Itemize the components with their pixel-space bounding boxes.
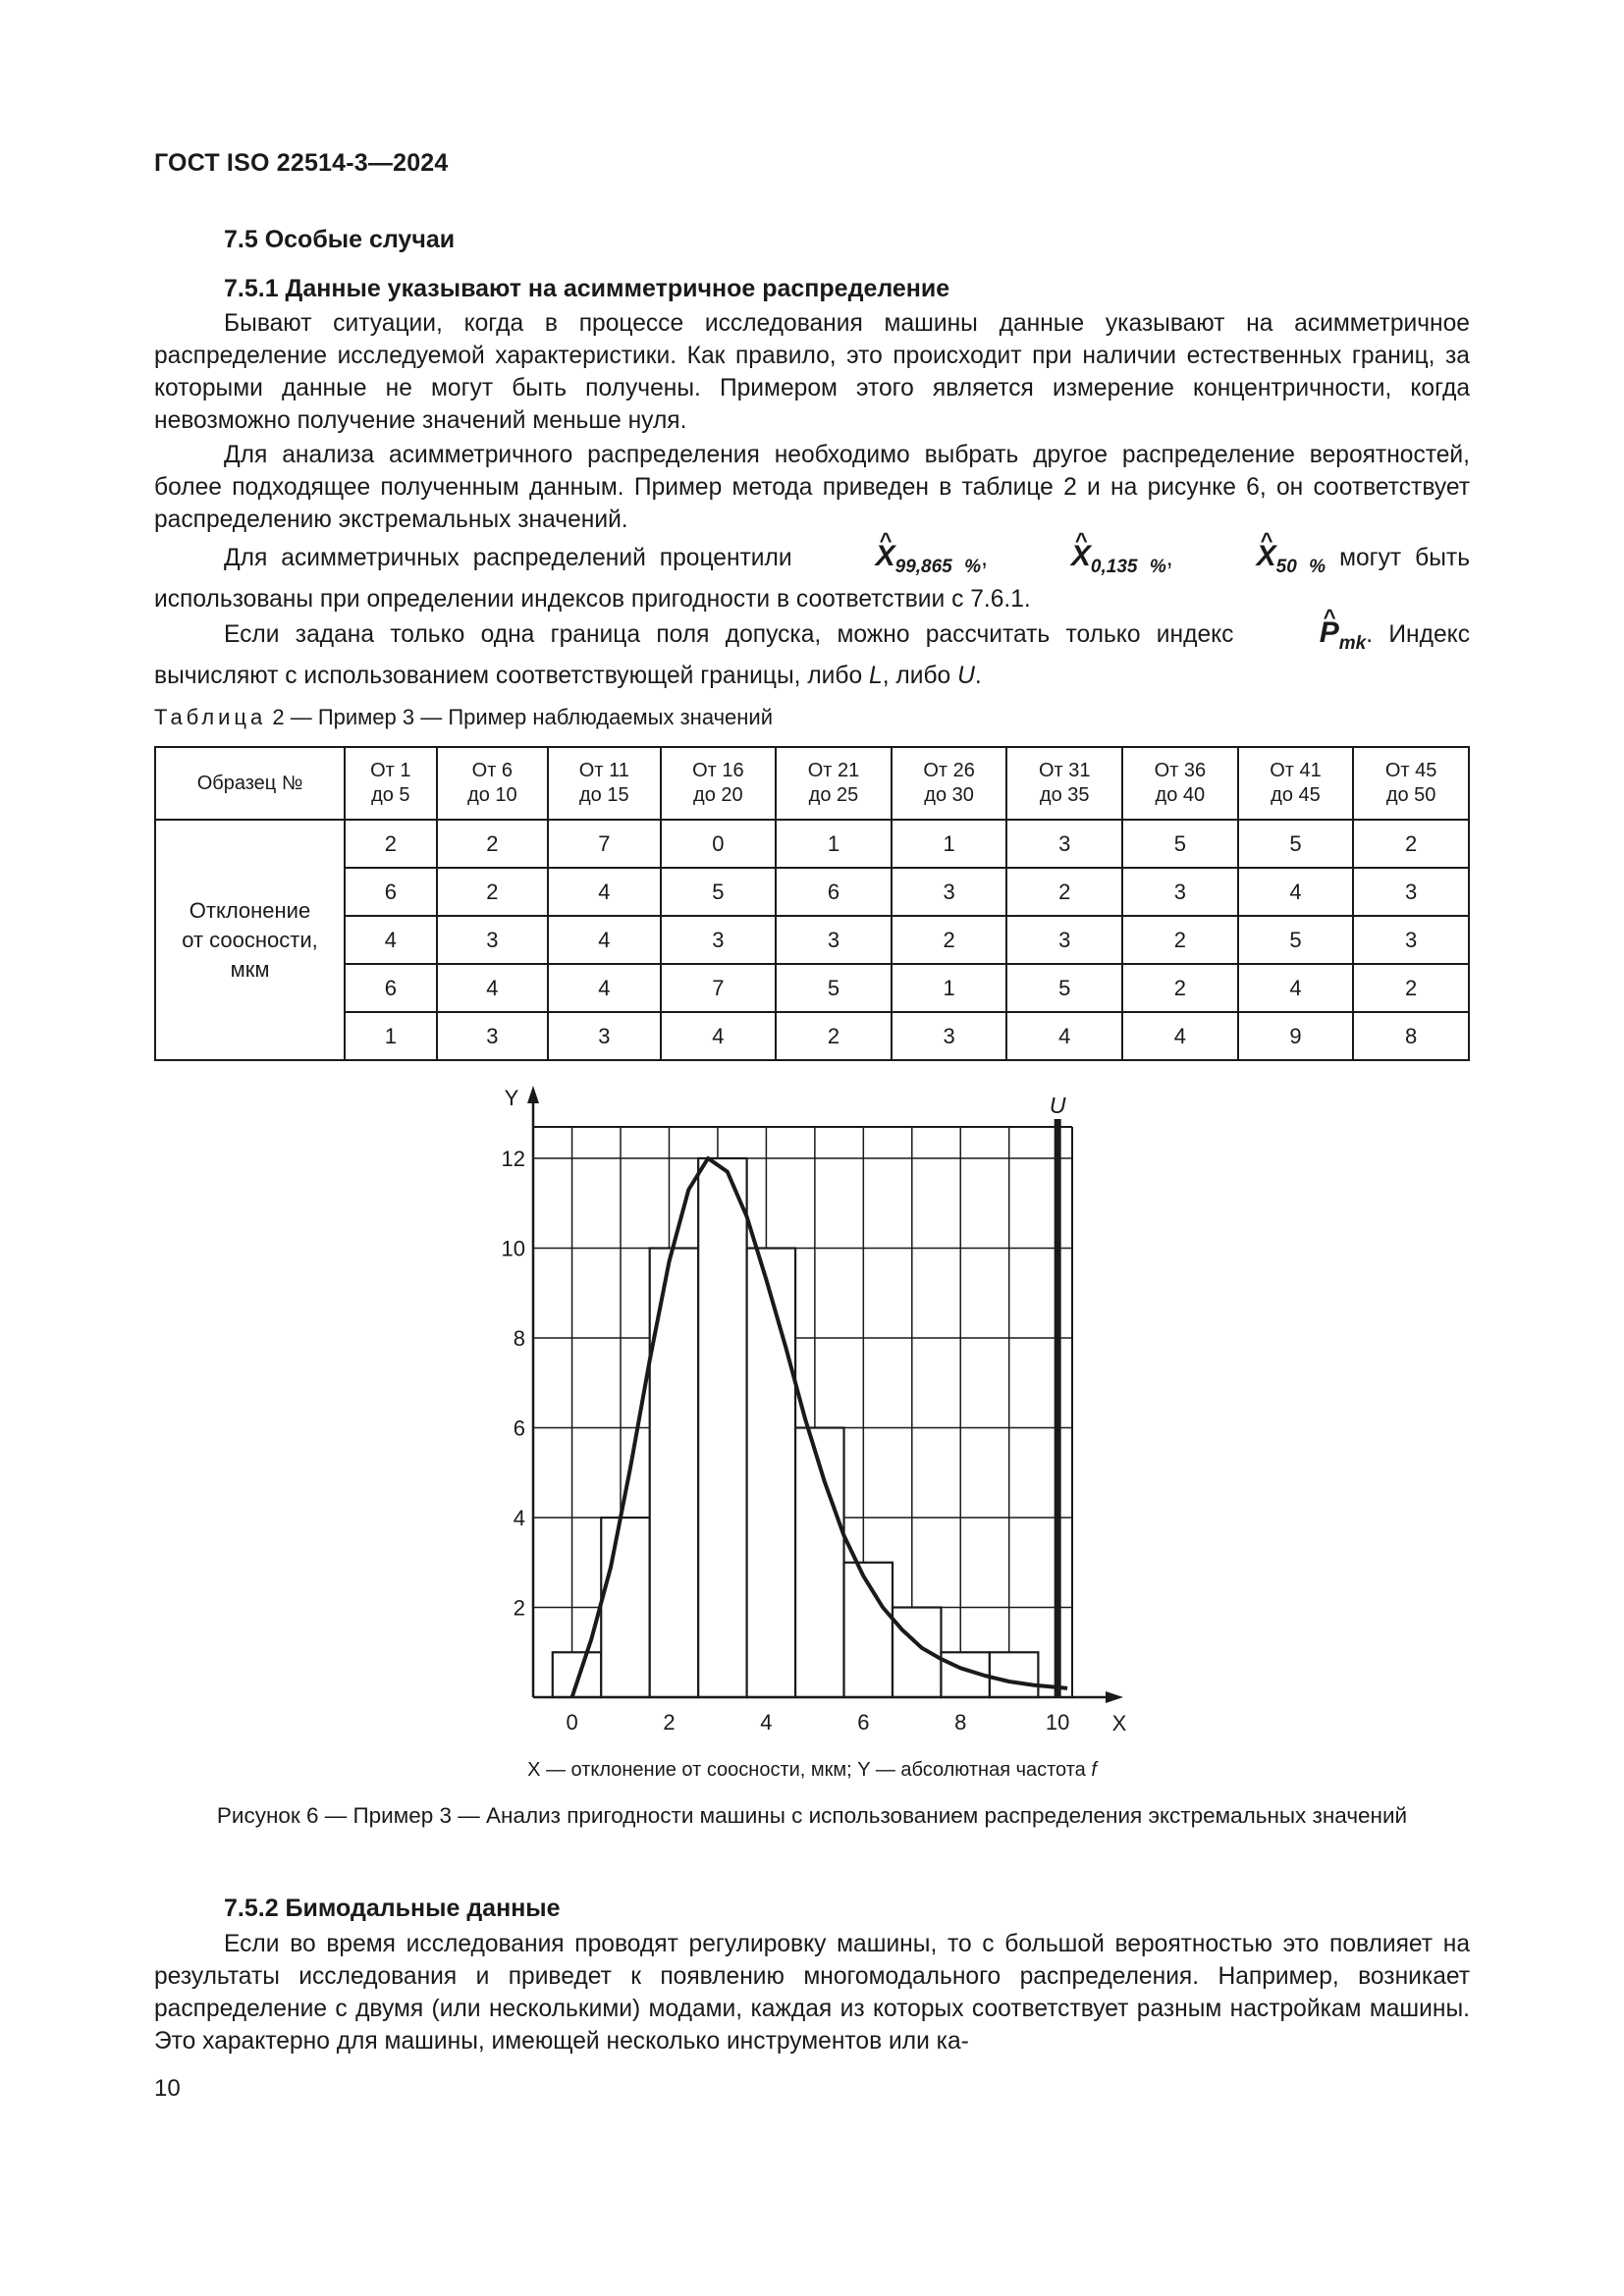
table-caption: Таблица 2 — Пример 3 — Пример наблюдаемых значений — [154, 705, 774, 729]
x-axis-arrow-icon — [1106, 1691, 1123, 1703]
header-line: От 26 — [923, 760, 975, 781]
table-column-header — [1238, 747, 1354, 820]
header-line: до 20 — [693, 784, 743, 806]
table-header-row — [155, 747, 1469, 820]
percentiles-text-start: Для асимметричных распределений процентили — [224, 545, 806, 571]
table-cell: 3 — [548, 1012, 660, 1060]
table-cell: 4 — [1122, 1012, 1238, 1060]
header-line: От 36 — [1154, 760, 1207, 781]
upper-limit-label: U — [1049, 1093, 1066, 1118]
table-cell: 3 — [892, 868, 1007, 916]
table-cell: 4 — [345, 916, 437, 964]
table-cell: 6 — [345, 868, 437, 916]
table-cell: 4 — [661, 1012, 777, 1060]
histogram-bar — [553, 1652, 601, 1697]
y-axis-arrow-icon — [527, 1086, 539, 1103]
table-cell: 4 — [1238, 868, 1354, 916]
histogram-bar — [990, 1652, 1038, 1697]
x-tick-label: 8 — [954, 1710, 967, 1735]
percentile-symbol-2: ^ $X_{0,135 \%}$ — [1001, 540, 1166, 572]
header-line: От 45 — [1384, 760, 1437, 781]
table-cell: 4 — [1238, 964, 1354, 1012]
table-row-label — [155, 820, 345, 1060]
table-cell: 9 — [1238, 1012, 1354, 1060]
row-label-line: мкм — [230, 956, 270, 982]
table-cell: 0 — [661, 820, 777, 868]
table-column-header — [345, 747, 437, 820]
percentiles-text-end: могут быть использованы при определении индексов пригодности в соответствии с 7.6.1. — [154, 545, 1471, 613]
single-limit-text-start: Если задана только одна граница поля допуска, можно рассчитать только индекс — [224, 621, 1250, 648]
x-tick-label: 6 — [857, 1710, 870, 1735]
table-cell: 5 — [1122, 820, 1238, 868]
table-cell: 1 — [345, 1012, 437, 1060]
y-axis-label: Y — [504, 1086, 519, 1110]
row-label-line: Отклонение — [189, 897, 311, 923]
table-column-header — [437, 747, 548, 820]
header-line: От 31 — [1038, 760, 1091, 781]
table-corner-header: Образец № — [155, 747, 345, 820]
header-line: до 50 — [1385, 784, 1436, 806]
table-cell: 5 — [661, 868, 777, 916]
x-tick-label: 4 — [760, 1710, 773, 1735]
histogram-bar — [747, 1249, 795, 1697]
header-line: От 16 — [692, 760, 744, 781]
table-cell: 3 — [661, 916, 777, 964]
table-cell: 1 — [892, 820, 1007, 868]
table-cell: 4 — [548, 916, 660, 964]
table-cell: 6 — [776, 868, 892, 916]
header-line: до 15 — [579, 784, 629, 806]
table-cell: 2 — [1122, 916, 1238, 964]
table-row — [155, 820, 1469, 868]
header-line: до 10 — [467, 784, 517, 806]
table-cell: 3 — [1353, 916, 1469, 964]
table-cell: 3 — [1006, 916, 1122, 964]
y-tick-label: 12 — [501, 1147, 525, 1172]
paragraph-bimodal: Если во время исследования проводят регулировку машины, то с большой вероятностью это повлияет на результаты исследования и приведет к появлению многомодального распределения. Например, возникает распределение с двумя (или несколькими) модами, каждая из которых соответствует разным настройкам машины. Это характерно для машины, имеющей несколько инструментов или ка- — [154, 1931, 1470, 2055]
table-column-header — [548, 747, 660, 820]
x-tick-label: 2 — [663, 1710, 676, 1735]
table-row — [155, 964, 1469, 1012]
table-cell: 4 — [1006, 1012, 1122, 1060]
table-cell: 6 — [345, 964, 437, 1012]
table-cell: 3 — [437, 916, 548, 964]
document-code: ГОСТ ISO 22514-3—2024 — [154, 149, 449, 177]
header-line: до 5 — [371, 784, 410, 806]
observed-values-table — [154, 746, 1470, 1061]
percentile-symbol-3: ^ $X_{50 \%}$ — [1187, 540, 1326, 572]
section-7-5-title: 7.5 Особые случаи — [224, 226, 456, 253]
x-tick-label: 0 — [566, 1710, 578, 1735]
table-cell: 8 — [1353, 1012, 1469, 1060]
table-row — [155, 868, 1469, 916]
table-column-header — [892, 747, 1007, 820]
table-cell: 2 — [1006, 868, 1122, 916]
table-cell: 5 — [1238, 820, 1354, 868]
table-column-header — [1122, 747, 1238, 820]
table-cell: 4 — [548, 964, 660, 1012]
table-cell: 7 — [661, 964, 777, 1012]
table-cell: 1 — [776, 820, 892, 868]
header-line: до 30 — [924, 784, 974, 806]
table-cell: 2 — [1353, 820, 1469, 868]
x-tick-label: 10 — [1045, 1710, 1070, 1735]
histogram-svg — [471, 1075, 1159, 1762]
header-line: до 40 — [1155, 784, 1206, 806]
table-row — [155, 916, 1469, 964]
y-tick-label: 4 — [513, 1506, 525, 1531]
table-cell: 7 — [548, 820, 660, 868]
table-cell: 5 — [1006, 964, 1122, 1012]
header-line: От 6 — [471, 760, 514, 781]
x-axis-label: X — [1111, 1711, 1127, 1735]
table-cell: 2 — [437, 820, 548, 868]
table-column-header — [1006, 747, 1122, 820]
table-cell: 3 — [437, 1012, 548, 1060]
single-limit-text-mid: . Индекс вычисляют с использованием соответствующей границы, либо — [154, 621, 1470, 689]
histogram-bar — [601, 1518, 649, 1697]
table-cell: 1 — [892, 964, 1007, 1012]
y-tick-label: 6 — [513, 1415, 525, 1441]
table-cell: 3 — [892, 1012, 1007, 1060]
table-cell: 4 — [548, 868, 660, 916]
limit-u: U — [957, 663, 975, 689]
table-cell: 2 — [345, 820, 437, 868]
table-cell: 2 — [1353, 964, 1469, 1012]
header-line: От 21 — [807, 760, 860, 781]
table-cell: 5 — [776, 964, 892, 1012]
table-cell: 5 — [1238, 916, 1354, 964]
header-line: до 35 — [1039, 784, 1090, 806]
histogram-bar — [893, 1608, 941, 1697]
table-column-header — [661, 747, 777, 820]
table-cell: 3 — [1006, 820, 1122, 868]
header-line: От 11 — [578, 760, 629, 781]
table-cell: 3 — [1122, 868, 1238, 916]
y-tick-label: 8 — [513, 1326, 525, 1352]
header-line: до 45 — [1271, 784, 1321, 806]
limit-l: L — [869, 663, 883, 689]
header-line: От 41 — [1270, 760, 1322, 781]
table-cell: 3 — [776, 916, 892, 964]
header-line: От 1 — [370, 760, 411, 781]
table-cell: 2 — [776, 1012, 892, 1060]
table-row — [155, 1012, 1469, 1060]
table-cell: 2 — [1122, 964, 1238, 1012]
header-line: до 25 — [808, 784, 859, 806]
paragraph-percentiles: Для асимметричных распределений процентили ^ $X_{99,865 \%}$, ^ $X_{0,135 \%}$, ^ $X_{50 \%}$ могут быть использованы при определении индексов пригодности в соответствии с 7.6.1. — [154, 540, 1470, 615]
table-cell: 2 — [892, 916, 1007, 964]
percentile-symbol-1: ^ $X_{99,865 \%}$ — [806, 540, 981, 572]
y-tick-label: 10 — [501, 1236, 525, 1261]
table-column-header — [776, 747, 892, 820]
histogram-bar — [698, 1158, 746, 1697]
table-column-header — [1353, 747, 1469, 820]
table-cell: 2 — [437, 868, 548, 916]
table-cell: 4 — [437, 964, 548, 1012]
page-number: 10 — [154, 2075, 181, 2102]
table-cell: 3 — [1353, 868, 1469, 916]
figure-6-chart — [471, 1075, 1159, 1762]
paragraph-asymmetric-intro: Бывают ситуации, когда в процессе исследования машины данные указывают на асимметричное распределение исследуемой характеристики. Как правило, это происходит при наличии естественных границ, за которыми данные не могут быть получены. Примером этого является измерение концентричности, когда невозможно получение значений меньше нуля. — [154, 310, 1470, 434]
figure-caption: Рисунок 6 — Пример 3 — Анализ пригодности машины с использованием распределения экстремальных значений — [216, 1803, 1408, 1828]
section-7-5-1-title: 7.5.1 Данные указывают на асимметричное распределение — [224, 275, 950, 302]
y-tick-label: 2 — [513, 1595, 525, 1621]
paragraph-single-limit: Если задана только одна граница поля допуска, можно рассчитать только индекс ^ $P_{mk}$. Индекс вычисляют с использованием соответствующей границы, либо L, либо U. — [154, 616, 1470, 692]
figure-legend: X — отклонение от соосности, мкм; Y — абсолютная частота f — [527, 1759, 1097, 1781]
paragraph-asymmetric-method: Для анализа асимметричного распределения необходимо выбрать другое распределение вероятностей, более подходящее полученным данным. Пример метода приведен в таблице 2 и на рисунке 6, он соответствует распределению экстремальных значений. — [154, 442, 1470, 533]
section-7-5-2-title: 7.5.2 Бимодальные данные — [224, 1895, 561, 1922]
row-label-line: от соосности, — [182, 927, 318, 952]
pmk-symbol: ^ $P_{mk}$ — [1250, 616, 1366, 649]
